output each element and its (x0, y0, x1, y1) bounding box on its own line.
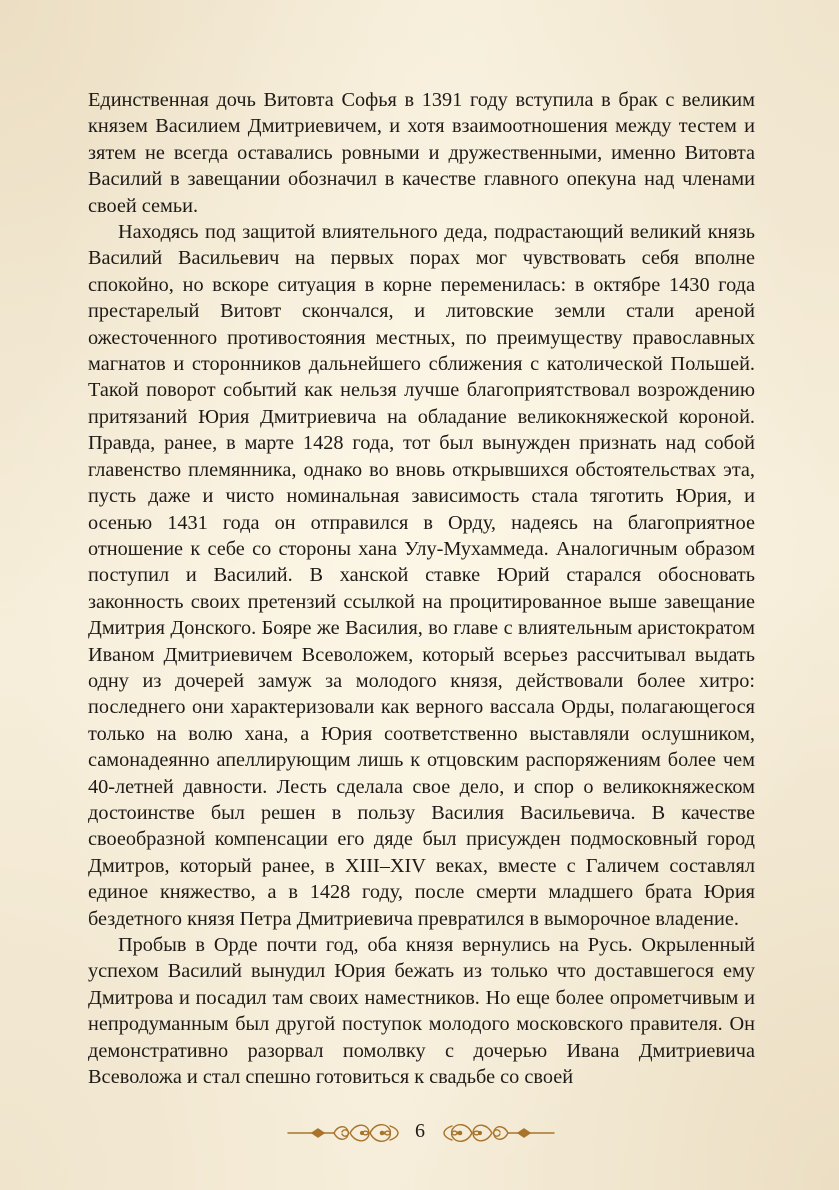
page-footer (0, 1118, 839, 1148)
right-ornament-icon (440, 1120, 556, 1144)
paragraph-1: Единственная дочь Витовта Софья в 1391 году вступила в брак с великим князем Василием Дмитриевичем, и хотя взаимоотношения между тестем и зятем не всегда оставались ровными и дружественными, именно Витовта Василий в завещании обозначил в качестве главного опекуна над членами своей семьи. (88, 89, 755, 217)
paragraph-2: Находясь под защитой влиятельного деда, подрастающий великий князь Василий Васильевич на первых порах мог чувствовать себя вполне спокойно, но вскоре ситуация в корне переменилась: в октябре 1430 года престарелый Витовт скончался, и литовские земли стали ареной ожесточенного противостояния местных, по преимуществу православных магнатов и сторонников дальнейшего сближения с католической Польшей. Такой поворот событий как нельзя лучше благоприятствовал возрождению притязаний Юрия Дмитриевича на обладание великокняжеской короной. Правда, ранее, в марте 1428 года, тот был вынужден признать над собой главенство племянника, однако во вновь открывшихся обстоятельствах эта, пусть даже и чисто номинальная зависимость стала тяготить Юрия, и осенью 1431 года он отправился в Орду, надеясь на благоприятное отношение к себе со стороны хана Улу-Мухаммеда. Аналогичным образом поступил и Василий. В ханской ставке Юрий старался обосновать законность своих претензий ссылкой на процитированное выше завещание Дмитрия Донского. Бояре же Василия, во главе с влиятельным аристократом Иваном Дмитриевичем Всеволожем, который всерьез рассчитывал выдать одну из дочерей замуж за молодого князя, действовали более хитро: последнего они характеризовали как верного вассала Орды, полагающегося только на волю хана, а Юрия соответственно выставляли ослушником, самонадеянно апеллирующим лишь к отцовским распоряжениям более чем 40-летней давности. Лесть сделала свое дело, и спор о великокняжеском достоинстве был решен в пользу Василия Васильевича. В качестве своеобразной компенсации его дяде был присужден подмосковный город Дмитров, который ранее, в XIII–XIV веках, вместе с Галичем составлял единое княжество, а в 1428 году, после смерти младшего брата Юрия бездетного князя Петра Дмитриевича превратился в выморочное владение. (88, 221, 755, 930)
body-text (88, 87, 755, 1090)
left-ornament-icon (286, 1120, 402, 1144)
page-number: 6 (415, 1120, 425, 1142)
paragraph-3: Пробыв в Орде почти год, оба князя вернулись на Русь. Окрыленный успехом Василий вынудил Юрия бежать из только что доставшегося ему Дмитрова и посадил там своих наместников. Но еще более опрометчивым и непродуманным был другой поступок молодого московского правителя. Он демонстративно разорвал помолвку с дочерью Ивана Дмитриевича Всеволожа и стал спешно готовиться к свадьбе со своей (88, 934, 755, 1089)
